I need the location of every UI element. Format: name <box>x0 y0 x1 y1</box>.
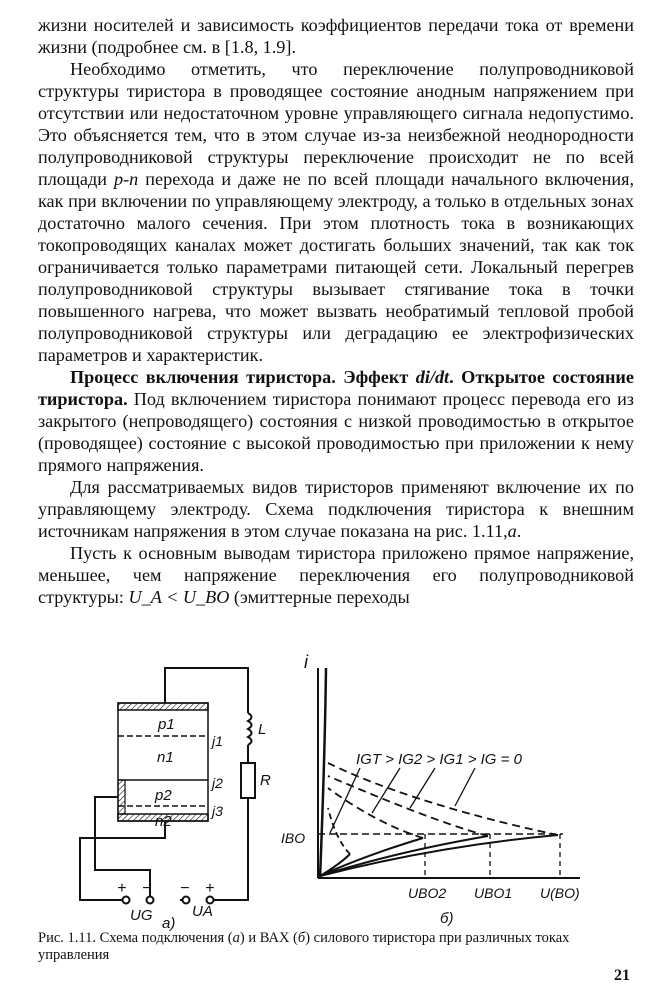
leader-ig2 <box>372 768 400 813</box>
formula-ua-ubo: U_A < U_BO <box>128 587 230 607</box>
resistor <box>241 763 255 798</box>
layer-p2: p2 <box>155 787 172 804</box>
anode-minus-sign: − <box>180 880 190 897</box>
page-number: 21 <box>614 967 630 984</box>
body-text <box>38 14 634 608</box>
figure-svg <box>0 648 654 933</box>
switch-ig0 <box>328 763 558 835</box>
section-heading-2: . Открытое состояние тиристора. <box>38 367 634 409</box>
panel-a-label: а) <box>162 915 176 932</box>
junction-j3: j3 <box>212 803 223 819</box>
section-heading: Процесс включения тиристора. Эффект <box>70 367 416 387</box>
paragraph-3: Процесс включения тиристора. Эффект di/dt. Открытое состояние тиристора. Под включением тиристора понимают процесс перевода его из закрытого (непроводящего) состояния с низкой проводимостью в открытое (проводящее) состояние с высокой проводимостью при приложении к нему прямого напряжения. <box>38 367 634 475</box>
paragraph-1: жизни носителей и зависимость коэффициентов передачи тока от времени жизни (подробнее см. в [1.8, 1.9]. <box>38 15 634 57</box>
paragraph-4: Для рассматриваемых видов тиристоров применяют включение их по управляющему электроду. Схема подключения тиристора к внешним источникам напряжения в этом случае показана на рис. 1.11,а. <box>38 477 634 541</box>
y-axis-label: i <box>304 652 308 672</box>
terminal-anode-minus <box>183 897 190 904</box>
iv-chart <box>318 668 580 878</box>
y-tick-ibo: IBO <box>281 830 306 846</box>
figure-1-11 <box>0 648 654 933</box>
figure-caption: Рис. 1.11. Схема подключения (а) и ВАХ (б) силового тиристора при различных токах управления <box>38 930 570 963</box>
circuit-diagram <box>80 668 255 904</box>
gate-plus-sign: + <box>117 880 127 897</box>
paragraph-2: Необходимо отметить, что переключение полупроводниковой структуры тиристора в проводящее состояние анодным напряжением при отсутствии или недостаточном уровне управляющего сигнала недопустимо. Это объясняется тем, что в этом случае из-за неизбежной неоднородности полупроводниковой структуры переключение происходит не по всей площади p-n перехода и даже не по всей площади начального включения, как при включении по управляющему электроду, а только в отдельных зонах достаточно малого сечения. При этом плотность тока в возникающих токопроводящих каналах может достигать больших значений, так как ток ограничивается только параметрами питающей сети. Локальный перегрев полупроводниковой структуры вызывает стягивание тока в точки повышенного нагрева, что может вызвать необратимый тепловой пробой полупроводниковой структуры или деградацию ее электрофизических параметров и характеристик. <box>38 59 635 365</box>
leader-ig0 <box>455 768 475 806</box>
terminal-gate-minus <box>147 897 154 904</box>
terminal-gate-plus <box>123 897 130 904</box>
layer-n2: n2 <box>155 813 172 830</box>
gate-current-annotation: IGT > IG2 > IG1 > IG = 0 <box>356 751 522 768</box>
curve-ig0 <box>320 835 558 876</box>
inductor-label: L <box>258 721 267 738</box>
x-tick-ubo: U(BO) <box>540 885 580 901</box>
pn-term: p-n <box>114 169 139 189</box>
layer-n1: n1 <box>157 749 174 766</box>
inductor <box>248 713 252 745</box>
anode-plus-sign: + <box>205 880 215 897</box>
resistor-label: R <box>260 772 271 789</box>
anode-voltage-label: UA <box>192 903 213 920</box>
junction-j2: j2 <box>212 775 223 791</box>
paragraph-5: Пусть к основным выводам тиристора приложено прямое напряжение, меньшее, чем напряжение переключения его полупроводниковой структуры: U_A < U_BO (эмиттерные переходы <box>38 543 634 607</box>
junction-j1: j1 <box>212 733 223 749</box>
gate-voltage-label: UG <box>130 907 153 924</box>
leader-igt <box>330 768 360 833</box>
panel-b-label: б) <box>440 910 454 927</box>
gate-minus-sign: − <box>142 880 152 897</box>
x-tick-ubo2: UBO2 <box>408 885 447 901</box>
didt-term: di/dt <box>415 367 450 387</box>
on-state-curve <box>320 668 326 878</box>
x-tick-ubo1: UBO1 <box>474 885 513 901</box>
layer-p1: p1 <box>158 716 175 733</box>
